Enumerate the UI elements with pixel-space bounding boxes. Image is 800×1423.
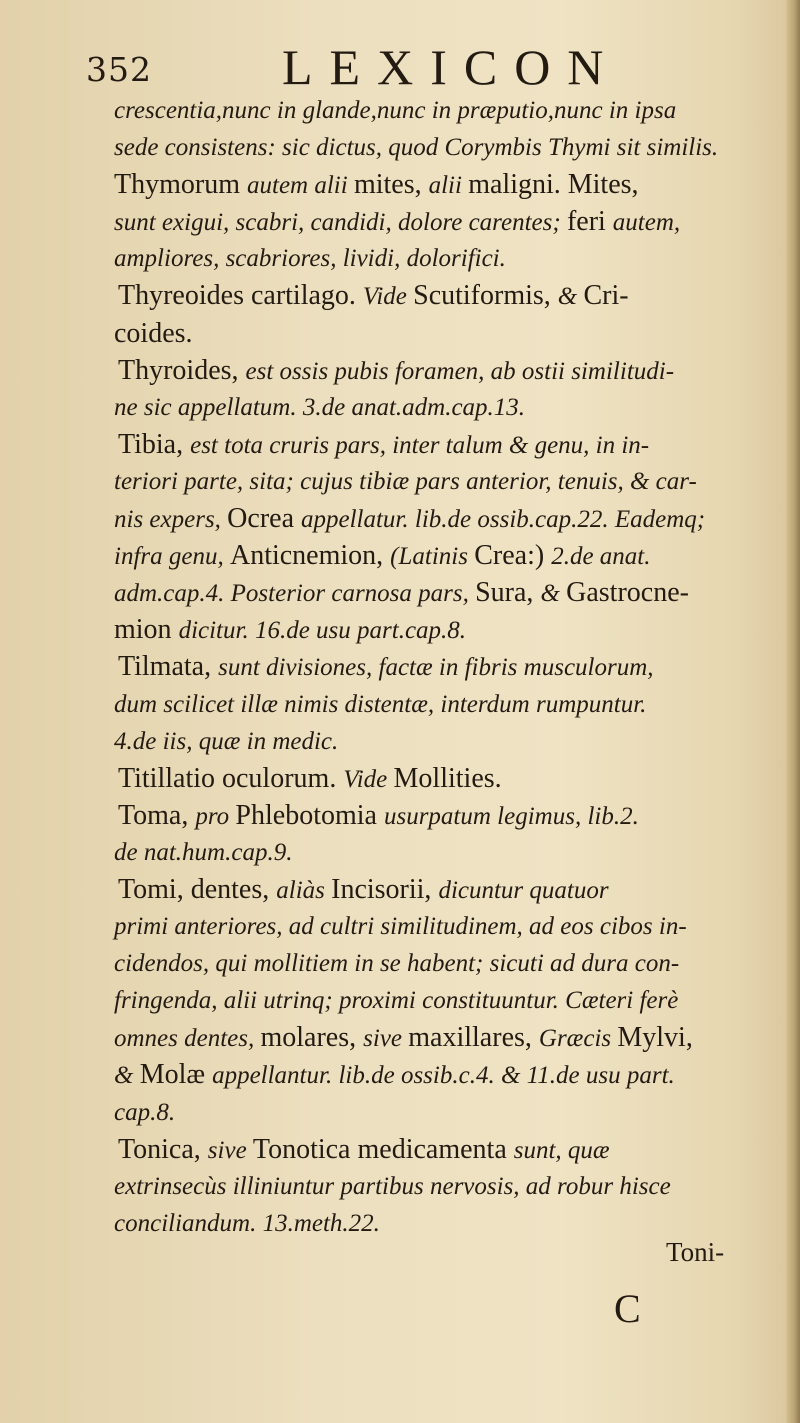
roman-text: Tomi, dentes, [118,873,277,905]
text-line [114,463,790,500]
signature-mark: C [614,1286,641,1331]
text-line [114,352,790,389]
italic-text: adm.cap.4. Posterior carnosa pars, [114,580,476,608]
italic-text: & [557,283,584,311]
italic-text: est tota cruris pars, inter talum & genu, in in- [190,431,650,459]
text-line [114,648,790,685]
roman-text: Mylvi, [617,1022,693,1054]
italic-text: omnes dentes, [114,1025,261,1053]
italic-text: primi anteriores, ad cultri similitudinem, ad eos cibos in- [114,913,687,941]
roman-text: Sura, [475,577,541,609]
text-line [114,537,790,574]
catchword: Toni- [666,1237,725,1267]
italic-text: est ossis pubis foramen, ab ostii similitudi- [245,357,675,385]
roman-text: Thymorum [114,169,247,201]
text-line [114,315,790,352]
italic-text: ampliores, scabriores, lividi, dolorifici. [114,245,506,273]
italic-text: appellantur. lib.de ossib.c.4. & 11.de usu part. [212,1062,675,1090]
italic-text: aliàs [276,876,332,904]
italic-text: pro [195,802,236,830]
text-line [114,500,790,537]
roman-text: maligni. Mites, [468,169,639,201]
italic-text: teriori parte, sita; cujus tibiæ pars anterior, tenuis, & car- [114,467,697,495]
roman-text: maxillares, [408,1022,539,1054]
roman-text: medicamenta [357,1133,514,1165]
text-line [114,166,790,203]
text-line [114,1056,790,1093]
text-line [114,1094,790,1131]
italic-text: infra genu, [114,543,230,571]
roman-text: Incisorii, [331,873,439,905]
roman-text: Tonotica [252,1133,358,1165]
italic-text: & [114,1062,140,1090]
italic-text: sunt divisiones, factæ in fibris musculorum, [218,654,654,682]
roman-text: mites, [353,169,429,201]
roman-text: Thyroides, [118,354,246,386]
italic-text: dum scilicet illæ nimis distentæ, interdum rumpuntur. [114,690,647,718]
italic-text: extrinsecùs illiniuntur partibus nervosis, ad robur hisce [114,1172,671,1200]
roman-text: Ocrea [227,503,301,535]
text-line [114,797,790,834]
roman-text: mion [114,614,179,646]
roman-text: Tibia, [118,428,191,460]
roman-text: Gastrocne- [566,577,689,609]
roman-text: coides. [114,317,193,349]
text-line [114,1019,790,1056]
italic-text: dicitur. 16.de usu part.cap.8. [178,617,467,645]
roman-text: molares, [260,1022,364,1054]
text-line [114,871,790,908]
italic-text: dicuntur quatuor [438,876,609,904]
roman-text: Titillatio oculorum. [118,762,344,794]
italic-text: cidendos, qui mollitiem in se habent; sicuti ad dura con- [114,950,680,978]
page-number: 352 [86,50,152,89]
roman-text: Mollities. [393,762,502,794]
italic-text: 4.de iis, quæ in medic. [114,727,339,755]
roman-text: Cri- [583,280,629,312]
text-line [114,908,790,945]
roman-text: Molæ [139,1059,213,1091]
italic-text: sunt exigui, scabri, candidi, dolore carentes; [114,209,567,237]
italic-text: Vide [362,283,414,311]
roman-text: Thyreoides cartilago. [118,280,363,312]
roman-text: Tonica, [118,1133,208,1165]
roman-text: feri [566,206,613,238]
text-line [114,129,790,166]
italic-text: cap.8. [114,1098,176,1126]
text-line [114,574,790,611]
roman-text: Toma, [118,799,196,831]
italic-text: 2.de anat. [551,543,651,571]
italic-text: autem, [612,209,681,237]
text-line [114,723,790,760]
italic-text: autem alii [247,172,354,200]
text-line [114,834,790,871]
italic-text: sunt, quæ [513,1136,610,1164]
italic-text: de nat.hum.cap.9. [114,838,293,866]
text-line [114,426,790,463]
italic-text: nis expers, [114,506,228,534]
italic-text: fringenda, alii utrinq; proximi constituuntur. Cæteri ferè [114,987,679,1015]
page-title: LEXICON [282,39,621,95]
text-line [114,982,790,1019]
text-line [114,92,790,129]
roman-text: Tilmata, [118,651,219,683]
italic-text: Vide [343,765,394,793]
text-line [114,277,790,314]
italic-text: usurpatum legimus, lib.2. [383,802,639,830]
italic-text: & [540,580,567,608]
text-line [114,686,790,723]
italic-text: Græcis [538,1025,618,1053]
roman-text: Phlebotomia [235,799,384,831]
italic-text: sede consistens: sic dictus, quod Corymbis Thymi sit similis. [114,134,719,162]
roman-text: Crea:) [474,540,552,572]
roman-text: Scutiformis, [413,280,558,312]
text-line [114,240,790,277]
italic-text: crescentia,nunc in glande,nunc in præputio,nunc in ipsa [114,97,677,124]
text-line [114,1131,790,1168]
text-line [114,611,790,648]
italic-text: alii [428,172,469,200]
running-header [86,38,706,94]
roman-text: Anticnemion, [229,540,391,572]
italic-text: sive [207,1136,253,1164]
italic-text: sive [363,1025,409,1053]
lexicon-text-block [114,92,790,1242]
text-line [114,760,790,797]
text-line [114,389,790,426]
text-line [114,945,790,982]
italic-text: (Latinis [390,543,475,571]
text-line [114,1168,790,1205]
italic-text: appellatur. lib.de ossib.cap.22. Eademq; [301,506,706,534]
text-line [114,203,790,240]
italic-text: conciliandum. 13.meth.22. [114,1209,380,1237]
italic-text: ne sic appellatum. 3.de anat.adm.cap.13. [114,393,526,421]
